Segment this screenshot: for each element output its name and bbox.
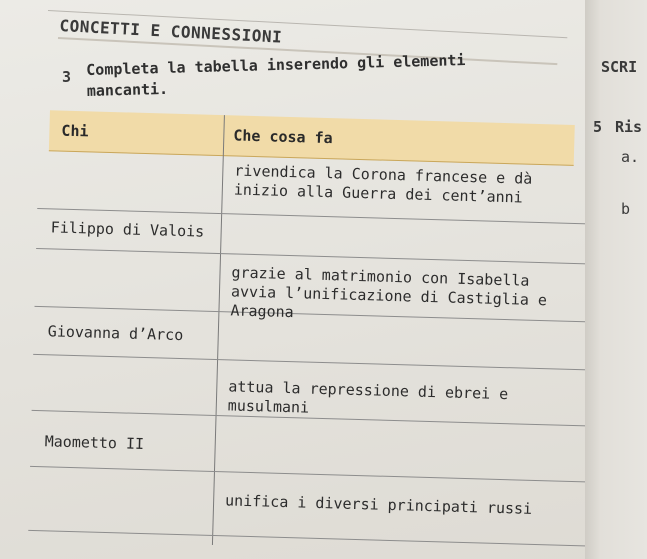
facing-page-exercise-number: 5	[593, 118, 603, 136]
exercise-instruction: Completa la tabella inserendo gli elementi mancanti.	[86, 51, 466, 100]
row-divider	[28, 530, 588, 547]
row-divider	[33, 354, 593, 371]
facing-page-heading: SCRI	[601, 58, 638, 76]
table-cell-cosa-3: grazie al matrimonio con Isabella avvia l’unificazione di Castiglia e Aragona	[230, 263, 548, 322]
table-cell-cosa-7: unifica i diversi principati russi	[224, 491, 533, 518]
facing-page-item-a: a.	[621, 148, 640, 166]
table-cell-chi-4: Giovanna d’Arco	[47, 322, 184, 345]
facing-page-exercise-text: Ris	[615, 118, 643, 136]
column-divider	[212, 115, 225, 545]
table-header	[49, 110, 575, 166]
table-cell-chi-2: Filippo di Valois	[50, 218, 205, 241]
facing-page	[585, 0, 647, 559]
column-header-chi: Chi	[61, 121, 89, 141]
completion-table	[28, 110, 603, 555]
facing-page-item-b: b	[621, 200, 631, 218]
row-divider	[36, 248, 596, 265]
section-title: CONCETTI E CONNESSIONI	[59, 16, 283, 47]
exercise-number: 3	[62, 68, 72, 86]
row-divider	[30, 466, 590, 483]
table-cell-chi-6: Maometto II	[44, 432, 145, 454]
table-cell-cosa-5: attua la repressione di ebrei e musulmani	[227, 377, 509, 417]
table-cell-cosa-1: rivendica la Corona francese e dà inizio alla Guerra dei cent’anni	[233, 161, 533, 207]
column-header-cosa: Che cosa fa	[233, 126, 333, 148]
